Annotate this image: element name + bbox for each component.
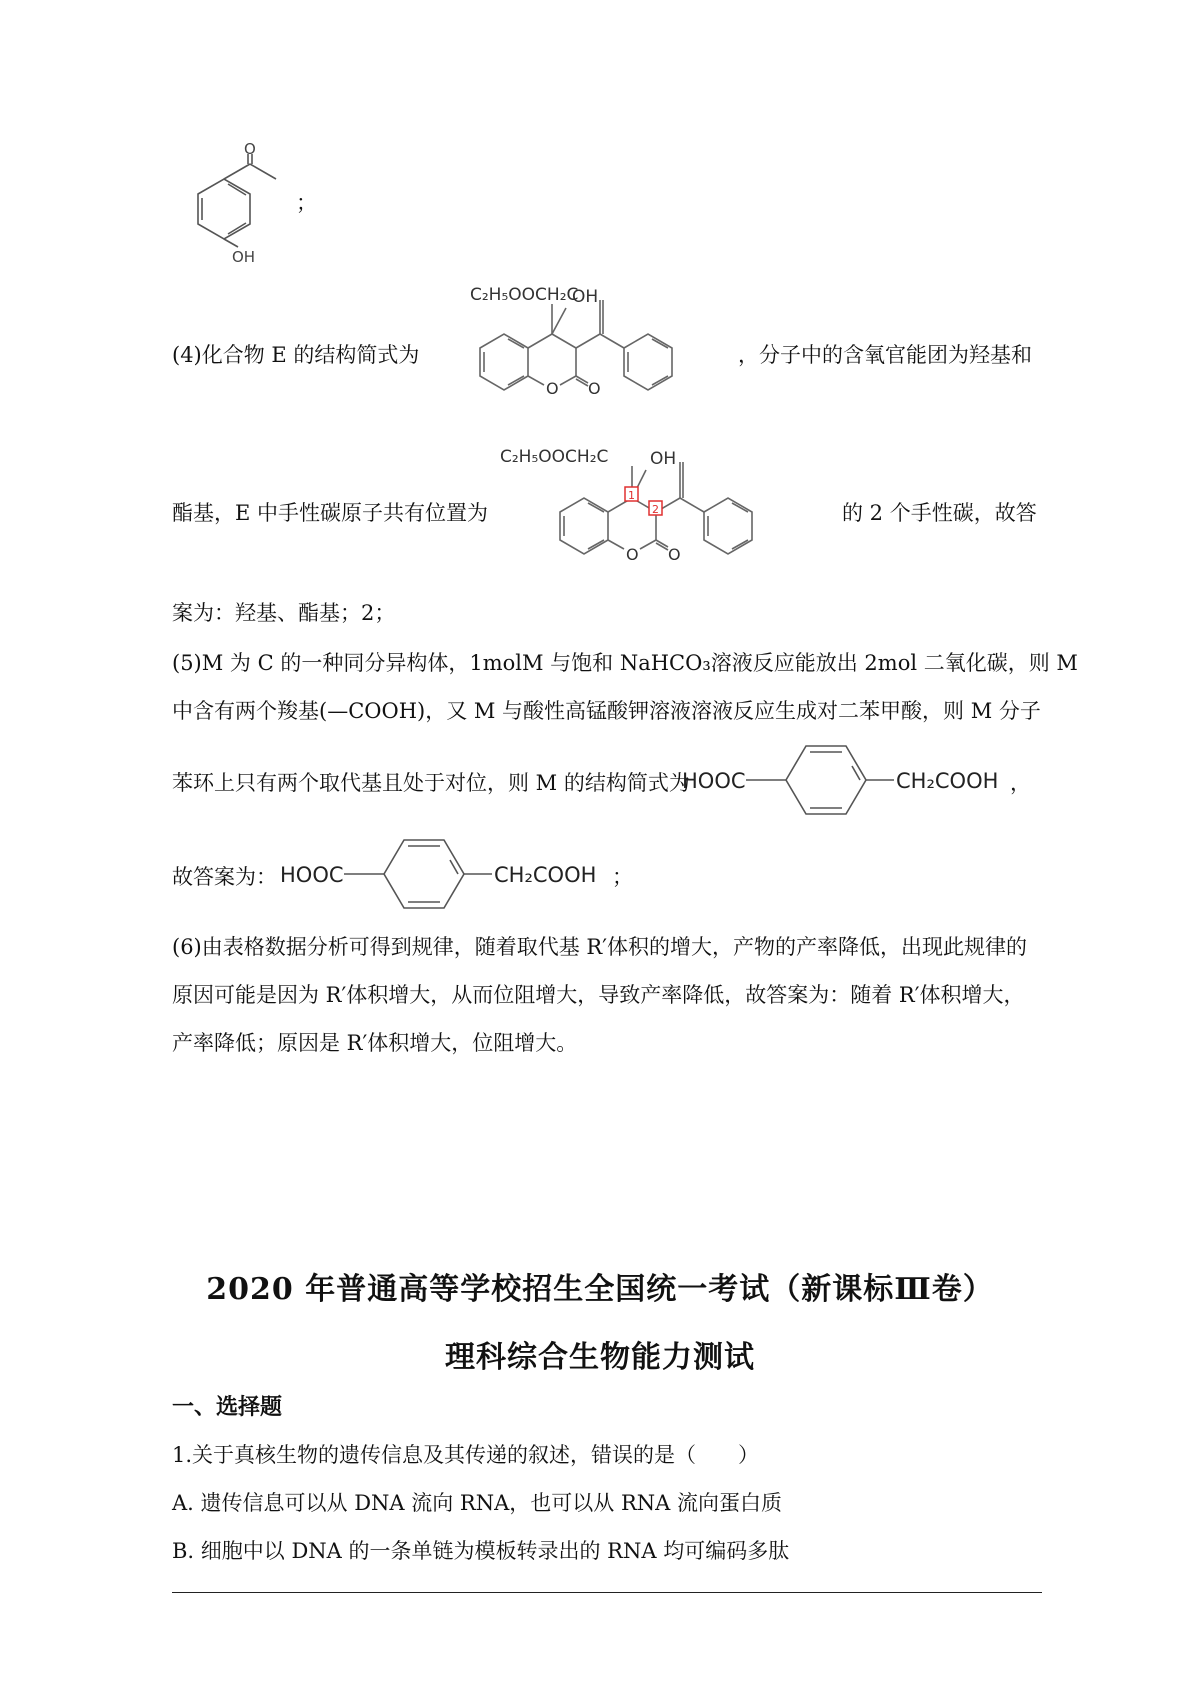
ring-o-label: O [626,545,639,564]
q4-prefix: (4)化合物 E 的结构简式为 [172,343,420,367]
exam-subtitle: 理科综合生物能力测试 [445,1340,755,1375]
q5-line4-suffix: ； [612,865,633,889]
hydroxyacetophenone-structure [168,140,308,266]
ester-group-label: C₂H₅OOCH₂C [470,285,579,305]
ring-o-label: O [546,379,559,398]
question-1-stem: 1.关于真核生物的遗传信息及其传递的叙述，错误的是（ ） [172,1443,760,1467]
chiral-mark-1: 1 [628,489,635,502]
chiral-mark-2: 2 [652,503,659,516]
q5-line1: (5)M 为 C 的一种同分异构体，1molM 与饱和 NaHCO₃溶液反应能放出 2mol 二氧化碳，则 M [172,651,1078,675]
carbonyl-o-label: O [244,140,256,158]
section-heading: 一、选择题 [172,1394,283,1420]
q6-line2: 原因可能是因为 R′体积增大，从而位阻增大，导致产率降低，故答案为：随着 R′体积增大， [172,983,1025,1007]
oh-label: OH [650,449,677,469]
ch2cooh-label: CH₂COOH [896,769,999,793]
oh-label: OH [572,287,599,307]
ch2cooh-label: CH₂COOH [494,863,597,887]
q6-line1: (6)由表格数据分析可得到规律，随着取代基 R′体积的增大，产物的产率降低，出现此规律的 [172,935,1027,959]
q4-line2-suffix: 的 2 个手性碳，故答 [842,501,1037,525]
ester-group-label: C₂H₅OOCH₂C [500,447,609,467]
hooc-label: HOOC [280,863,344,887]
q5-line4-prefix: 故答案为： [172,865,277,889]
q5-line3-prefix: 苯环上只有两个取代基且处于对位，则 M 的结构简式为 [172,771,690,795]
carbonyl-o-label: O [588,379,601,398]
question-1-option-a: A. 遗传信息可以从 DNA 流向 RNA，也可以从 RNA 流向蛋白质 [172,1491,782,1515]
semicolon-1: ； [296,191,317,215]
q5-line2: 中含有两个羧基(—COOH)，又 M 与酸性高锰酸钾溶液溶液反应生成对二苯甲酸，则 M 分子 [172,699,1041,723]
oh-label: OH [232,248,256,266]
exam-title: 2020 年普通高等学校招生全国统一考试（新课标Ⅲ卷） [206,1272,994,1307]
q6-line3: 产率降低；原因是 R′体积增大，位阻增大。 [172,1031,578,1055]
compound-m-structure-2 [280,832,612,916]
compound-e-structure [470,282,760,414]
q4-line2-prefix: 酯基，E 中手性碳原子共有位置为 [172,501,489,525]
q4-suffix: ，分子中的含氧官能团为羟基和 [738,343,1032,367]
compound-m-structure-1 [682,738,1014,822]
q4-line3: 案为：羟基、酯基；2； [172,601,396,625]
compound-e-marked-structure [500,440,820,580]
q5-line3-suffix: ， [1010,771,1031,795]
carbonyl-o-label: O [668,545,681,564]
footer-rule [172,1592,1042,1593]
question-1-option-b: B. 细胞中以 DNA 的一条单链为模板转录出的 RNA 均可编码多肽 [172,1539,790,1563]
hooc-label: HOOC [682,769,746,793]
